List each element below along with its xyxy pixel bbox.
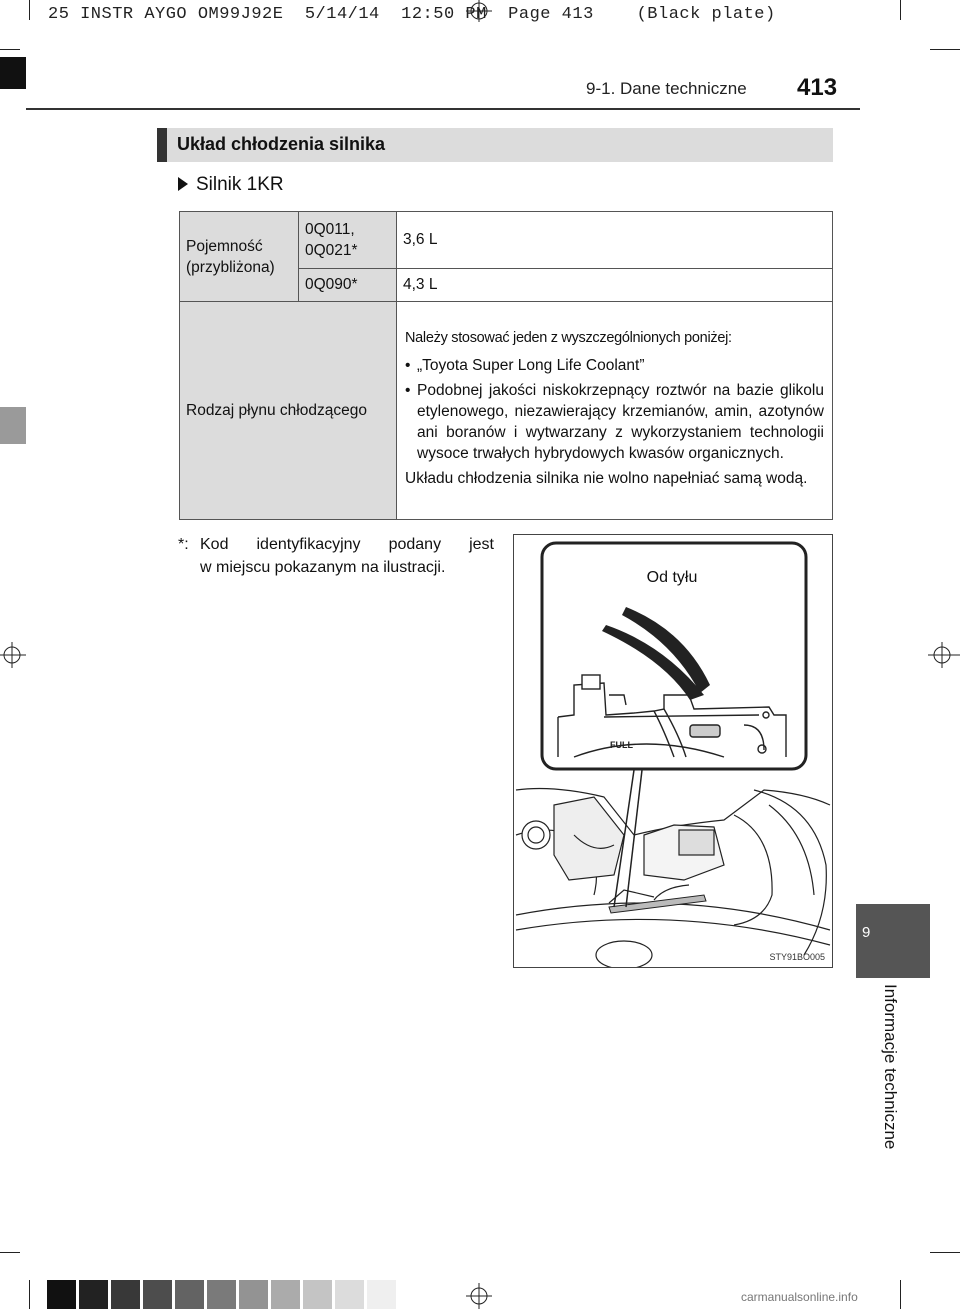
crop-mark [930,49,960,50]
capacity-value: 4,3 L [403,276,438,293]
capacity-label: Pojemność (przybliżona) [186,237,275,276]
fluid-type-label: Rodzaj płynu chłodzącego [186,402,367,419]
list-item [405,380,824,464]
crop-mark [29,0,30,20]
crop-mark [0,1252,20,1253]
color-swatch [79,1280,108,1309]
color-swatch [207,1280,236,1309]
engine-bay-illustration [513,534,833,968]
color-swatch [239,1280,268,1309]
edge-tab-gray [0,407,26,444]
crop-mark [0,49,20,50]
footnote-line-2: w miejscu pokazanym na ilustracji. [200,559,446,576]
running-head: 9-1. Dane techniczne [586,79,747,98]
registration-mark-top [464,0,494,22]
bullet-icon: • [405,382,411,399]
registration-mark-right [925,640,960,670]
list-item [405,355,824,376]
triangle-bullet-icon [178,177,188,191]
color-swatch [335,1280,364,1309]
value-cell [397,212,833,269]
page-number: 413 [797,74,838,101]
code-cell [299,269,397,302]
color-swatch [175,1280,204,1309]
edge-tab-black [0,57,26,89]
print-header: 25 INSTR AYGO OM99J92E 5/14/14 12:50 PM Page 413 (Black plate) [48,5,776,24]
fluid-option: Podobnej jakości niskokrzepnący roztwór na bazie glikolu etylenowego, niezawierający krzemianów, amin, azotynów ani boranów i wytwarzany z wykorzystaniem technologii wysoce trwałych hybrydowych kwasów organicznych. [417,382,824,462]
engine-code: 0Q011, 0Q021* [305,221,358,259]
registration-mark-left [0,640,30,670]
coolant-spec-table [179,211,833,520]
engine-bay-drawing [514,535,832,967]
color-swatch [367,1280,396,1309]
engine-code: 0Q090* [305,276,358,293]
fluid-option: „Toyota Super Long Life Coolant” [417,357,645,374]
section-heading-bar [157,128,833,162]
footnote-line-1: Kod identyfikacyjny podany jest [200,536,494,553]
section-title: Układ chłodzenia silnika [177,134,386,154]
color-swatch [303,1280,332,1309]
callout-label: Od tyłu [646,569,698,586]
engine-heading [178,174,284,196]
capacity-value: 3,6 L [403,231,438,248]
footnote [178,533,494,579]
crop-mark [930,1252,960,1253]
crop-mark [900,0,901,20]
registration-mark-bottom [464,1283,494,1309]
chapter-number: 9 [862,924,871,941]
bullet-icon: • [405,357,411,374]
crop-mark [29,1280,30,1309]
fluid-warning: Układu chłodzenia silnika nie wolno napełniać samą wodą. [405,470,808,487]
fluid-type-label-cell [180,302,397,520]
color-swatch [271,1280,300,1309]
chapter-tab [856,904,930,978]
fluid-type-value-cell [397,302,833,520]
color-control-strip [47,1280,399,1309]
crop-mark [900,1280,901,1309]
header-rule [26,108,860,110]
capacity-label-cell [180,212,299,302]
fluid-intro: Należy stosować jeden z wyszczególnionych poniżej: [405,330,732,346]
value-cell [397,269,833,302]
color-swatch [47,1280,76,1309]
table-row [180,212,833,269]
code-cell [299,212,397,269]
table-row [180,302,833,520]
tank-full-mark: FULL [610,740,633,750]
image-code: STY91BO005 [769,952,825,962]
watermark: carmanualsonline.info [741,1290,858,1304]
engine-label: Silnik 1KR [196,174,284,195]
footnote-marker: *: [178,536,189,553]
color-swatch [111,1280,140,1309]
color-swatch [143,1280,172,1309]
chapter-title: Informacje techniczne [881,984,900,1150]
